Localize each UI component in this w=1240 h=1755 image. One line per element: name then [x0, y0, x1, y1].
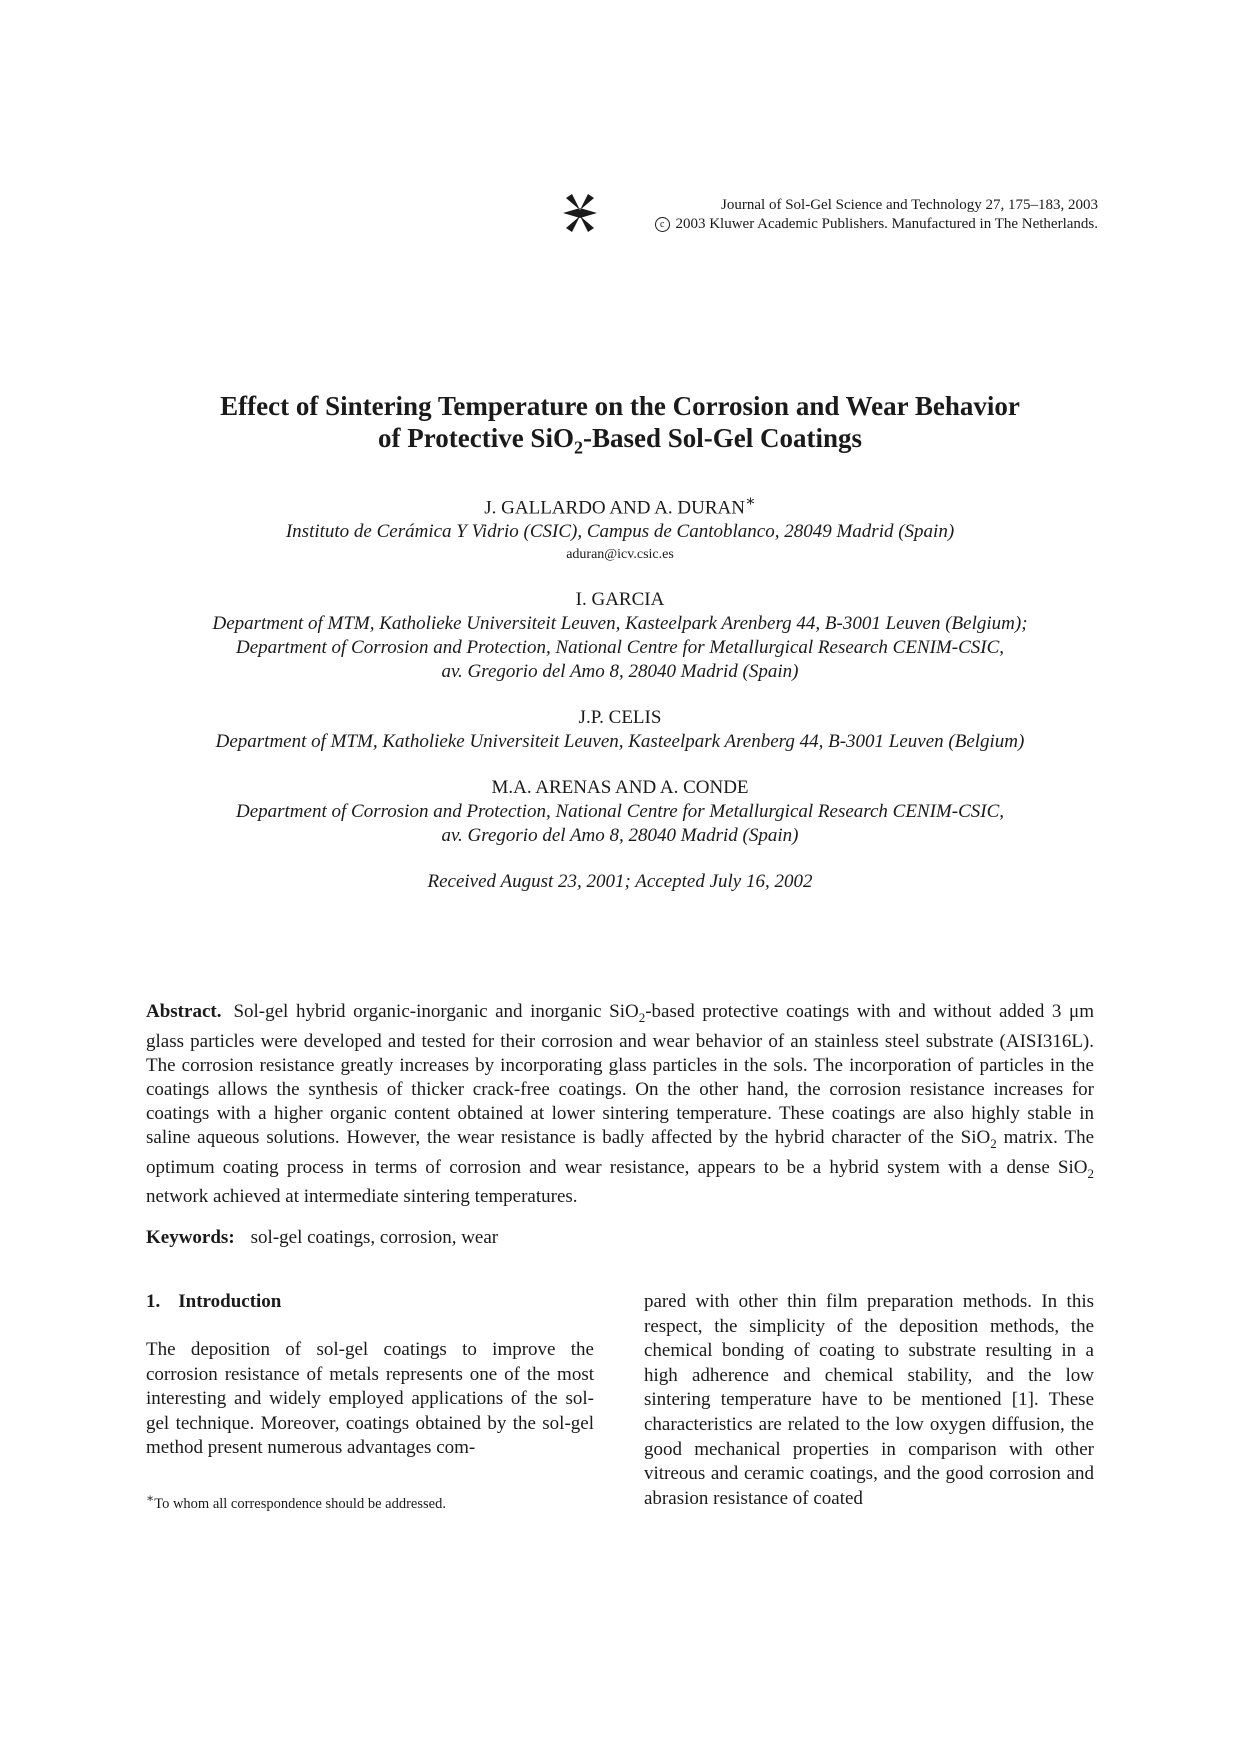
author-list — [120, 490, 1120, 894]
abstract-sub-2: 2 — [990, 1135, 997, 1151]
footnote-marker: ∗ — [146, 1491, 155, 1505]
author-names: J.P. CELIS — [578, 707, 662, 729]
title-subscript: 2 — [573, 437, 583, 458]
author-block — [120, 776, 1120, 848]
intro-paragraph-left: The deposition of sol-gel coatings to improve the corrosion resistance of metals represents one of the most interesting and widely employed applications of the sol-gel technique. Moreover, coatings obtained by the sol-gel method present numerous advantages com- — [146, 1339, 594, 1459]
journal-citation — [655, 196, 1098, 234]
title-line-2-pre: of Protective SiO — [378, 423, 574, 453]
affiliation-line: Department of Corrosion and Protection, National Centre for Metallurgical Research CENIM-CSIC, — [235, 801, 1005, 823]
intro-paragraph-right: pared with other thin film preparation methods. In this respect, the simplicity of the deposition methods, the chemical bonding of coating to substrate resulting in a high adherence and chemical stability, and the low sintering temperature have to be mentioned [1]. These characteristics are related to the low oxygen diffusion, the good mechanical properties in comparison with other vitreous and ceramic coatings, and the good corrosion and abrasion resistance of coated — [644, 1291, 1094, 1509]
abstract — [146, 1000, 1094, 1209]
abstract-label: Abstract. — [146, 1001, 222, 1022]
received-dates: Received August 23, 2001; Accepted July 16, 2002 — [427, 871, 813, 893]
author-block — [120, 490, 1120, 566]
title-line-1: Effect of Sintering Temperature on the Corrosion and Wear Behavior — [220, 391, 1020, 421]
affiliation-line: av. Gregorio del Amo 8, 28040 Madrid (Spain) — [441, 661, 799, 683]
author-email[interactable]: aduran@icv.csic.es — [566, 547, 674, 563]
author-block — [120, 706, 1120, 754]
footnote-text: To whom all correspondence should be addressed. — [154, 1495, 446, 1512]
abstract-sub-3: 2 — [1087, 1165, 1094, 1181]
corresponding-marker: ∗ — [744, 493, 756, 510]
title-line-2-post: -Based Sol-Gel Coatings — [582, 423, 862, 453]
abstract-text-2: -based protective coatings with and without added 3 μm glass particles were developed and tested for their corrosion and wear behavior of an stainless steel substrate (AISI316L). The corrosion resistance greatly increases by incorporating glass particles in the sols. The incorporation of particles in the coatings allows the synthesis of thicker crack-free coatings. On the other hand, the corrosion resistance increases for coatings with a higher organic content obtained at lower sintering temperature. These coatings are also highly stable in saline aqueous solutions. However, the wear resistance is badly affected by the hybrid character of the SiO — [146, 1001, 1094, 1148]
abstract-text-4: network achieved at intermediate sintering temperatures. — [146, 1186, 578, 1208]
author-names: I. GARCIA — [575, 589, 665, 611]
abstract-text-1: Sol-gel hybrid organic-inorganic and inorganic SiO — [233, 1001, 639, 1022]
section-heading — [146, 1290, 594, 1314]
section-number: 1. — [146, 1291, 161, 1312]
journal-line: Journal of Sol-Gel Science and Technology 27, 175–183, 2003 — [721, 197, 1098, 213]
keywords-label: Keywords: — [146, 1227, 235, 1248]
journal-header — [562, 192, 1098, 240]
keywords-text: sol-gel coatings, corrosion, wear — [250, 1227, 499, 1248]
author-names: M.A. ARENAS AND A. CONDE — [491, 777, 749, 799]
left-column — [146, 1290, 594, 1461]
keywords — [146, 1226, 498, 1250]
affiliation-line: Department of Corrosion and Protection, National Centre for Metallurgical Research CENIM-CSIC, — [235, 637, 1005, 659]
abstract-text-3: matrix. The optimum coating process in terms of corrosion and wear resistance, appears to be a hybrid system with a dense SiO — [146, 1126, 1094, 1178]
copyright-text: 2003 Kluwer Academic Publishers. Manufactured in The Netherlands. — [675, 216, 1098, 232]
copyright-line — [655, 215, 1098, 234]
author-names — [120, 490, 1120, 520]
affiliation-line: Instituto de Cerámica Y Vidrio (CSIC), Campus de Cantoblanco, 28049 Madrid (Spain) — [285, 521, 955, 543]
affiliation-line: av. Gregorio del Amo 8, 28040 Madrid (Spain) — [441, 825, 799, 847]
author-names-text: J. GALLARDO AND A. DURAN — [484, 497, 745, 519]
author-block — [120, 588, 1120, 684]
paper-title — [120, 390, 1120, 463]
affiliation-line: Department of MTM, Katholieke Universiteit Leuven, Kasteelpark Arenberg 44, B-3001 Leuven (Belgium); — [212, 613, 1028, 635]
right-column — [644, 1290, 1094, 1511]
copyright-symbol: c — [655, 217, 670, 232]
section-title: Introduction — [178, 1291, 282, 1312]
affiliation-line: Department of MTM, Katholieke Universiteit Leuven, Kasteelpark Arenberg 44, B-3001 Leuven (Belgium) — [215, 731, 1025, 753]
footnote — [146, 1488, 446, 1514]
abstract-sub-1: 2 — [638, 1009, 646, 1025]
publisher-logo-icon — [562, 192, 598, 234]
